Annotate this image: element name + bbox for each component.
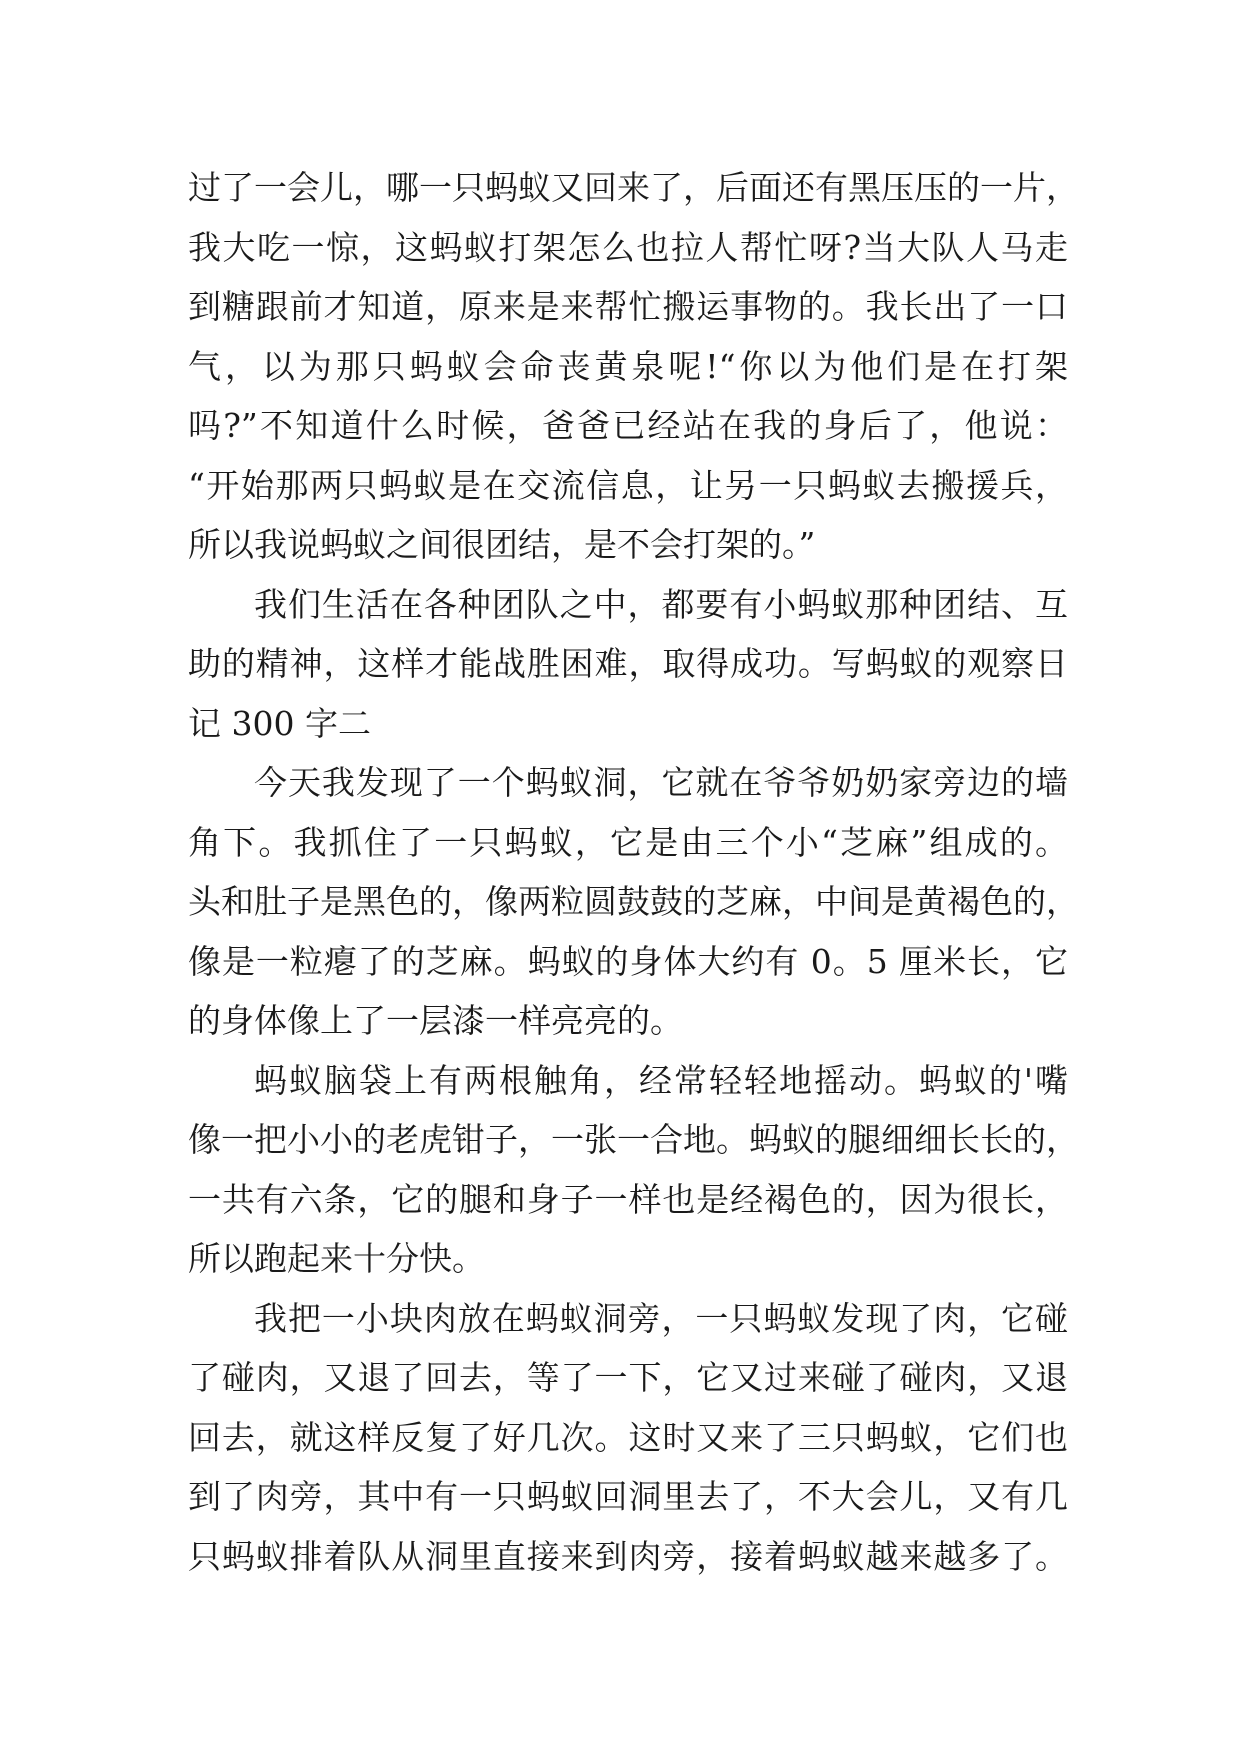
text-line: 助的精神，这样才能战胜困难，取得成功。写蚂蚁的观察日 — [188, 644, 1068, 683]
text-line: 头和肚子是黑色的，像两粒圆鼓鼓的芝麻，中间是黄褐色的， — [188, 882, 1079, 921]
text-line: “开始那两只蚂蚁是在交流信息，让另一只蚂蚁去搬援兵， — [188, 465, 1068, 505]
text-line: 吗?”不知道什么时候，爸爸已经站在我的身后了，他说： — [188, 406, 1068, 445]
text-line: 一共有六条，它的腿和身子一样也是经褐色的，因为很长， — [188, 1179, 1068, 1219]
text-line: 记 300 字二 — [188, 703, 371, 743]
text-line: 所以我说蚂蚁之间很团结，是不会打架的。” — [188, 525, 816, 564]
text-line: 像一把小小的老虎钳子，一张一合地。蚂蚁的腿细细长长的， — [188, 1120, 1079, 1159]
text-line: 的身体像上了一层漆一样亮亮的。 — [188, 1001, 683, 1040]
text-line: 角下。我抓住了一只蚂蚁，它是由三个小“芝麻”组成的。 — [188, 822, 1068, 862]
paragraph-start-line: 今天我发现了一个蚂蚁洞，它就在爷爷奶奶家旁边的墙 — [254, 763, 1068, 802]
document-page — [188, 158, 1079, 1586]
text-line: 我大吃一惊，这蚂蚁打架怎么也拉人帮忙呀?当大队人马走 — [188, 227, 1068, 267]
paragraph-start-line: 蚂蚁脑袋上有两根触角，经常轻轻地摇动。蚂蚁的'嘴 — [254, 1060, 1068, 1100]
text-line: 气，以为那只蚂蚁会命丧黄泉呢!“你以为他们是在打架 — [188, 346, 1068, 386]
text-line: 了碰肉，又退了回去，等了一下，它又过来碰了碰肉，又退 — [188, 1358, 1068, 1397]
text-line: 所以跑起来十分快。 — [188, 1239, 485, 1278]
text-line: 回去，就这样反复了好几次。这时又来了三只蚂蚁，它们也 — [188, 1417, 1068, 1457]
text-line: 到糖跟前才知道，原来是来帮忙搬运事物的。我长出了一口 — [188, 287, 1068, 326]
text-line: 像是一粒瘪了的芝麻。蚂蚁的身体大约有 0。5 厘米长，它 — [188, 941, 1068, 981]
paragraph-start-line: 我们生活在各种团队之中，都要有小蚂蚁那种团结、互 — [254, 584, 1068, 624]
text-line: 过了一会儿，哪一只蚂蚁又回来了，后面还有黑压压的一片， — [188, 168, 1079, 207]
paragraph-start-line: 我把一小块肉放在蚂蚁洞旁，一只蚂蚁发现了肉，它碰 — [254, 1298, 1068, 1338]
text-line: 只蚂蚁排着队从洞里直接来到肉旁，接着蚂蚁越来越多了。 — [188, 1536, 1068, 1576]
text-line: 到了肉旁，其中有一只蚂蚁回洞里去了，不大会儿，又有几 — [188, 1477, 1068, 1516]
